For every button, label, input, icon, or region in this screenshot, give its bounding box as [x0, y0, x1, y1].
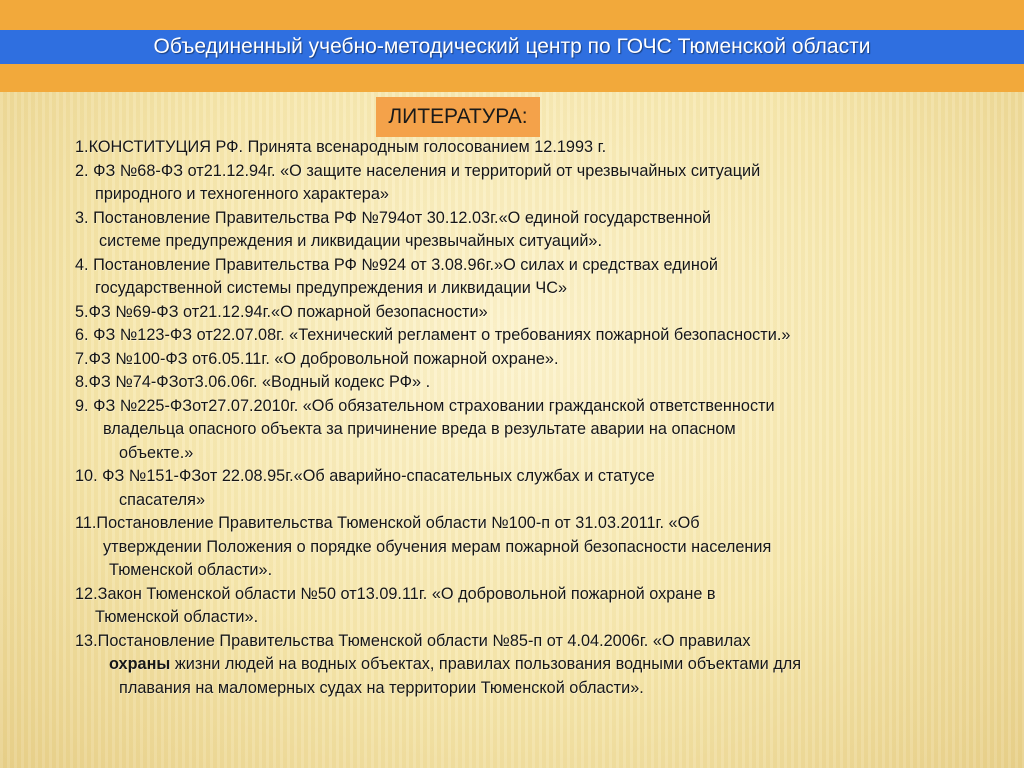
list-item-line: 4. Постановление Правительства РФ №924 от 3.08.96г.»О силах и средствах единой [75, 255, 718, 274]
list-item [75, 512, 975, 583]
list-item-line: 13.Постановление Правительства Тюменской области №85-п от 4.04.2006г. «О правилах [75, 631, 751, 650]
list-item [75, 136, 975, 160]
list-item [75, 371, 975, 395]
list-item-line-rest: жизни людей на водных объектах, правилах пользования водными объектами для [170, 655, 802, 673]
list-item-line: 9. ФЗ №225-ФЗот27.07.2010г. «Об обязательном страховании гражданской ответственности [75, 396, 775, 415]
list-item [75, 630, 975, 701]
list-item-line: плавания на маломерных судах на территории Тюменской области». [119, 678, 644, 697]
list-item-line [75, 653, 975, 677]
list-item [75, 207, 975, 254]
reference-list [75, 136, 975, 700]
list-item-line: 2. ФЗ №68-ФЗ от21.12.94г. «О защите населения и территорий от чрезвычайных ситуаций [75, 161, 761, 180]
list-item-line: 8.ФЗ №74-ФЗот3.06.06г. «Водный кодекс РФ» . [75, 373, 431, 391]
list-item-line: владельца опасного объекта за причинение вреда в результате аварии на опасном [103, 420, 736, 438]
list-item-line: спасателя» [119, 490, 206, 509]
list-item [75, 348, 975, 372]
list-item-line: 7.ФЗ №100-ФЗ от6.05.11г. «О добровольной пожарной охране». [75, 349, 559, 368]
list-item-line: 1.КОНСТИТУЦИЯ РФ. Принята всенародным голосованием 12.1993 г. [75, 138, 607, 156]
list-item-line: системе предупреждения и ликвидации чрезвычайных ситуаций». [99, 232, 602, 250]
list-item-line: природного и техногенного характера» [95, 185, 389, 203]
list-item-line: 5.ФЗ №69-ФЗ от21.12.94г.«О пожарной безопасности» [75, 302, 488, 321]
bold-word: охраны [109, 655, 171, 673]
list-item-line: Тюменской области». [95, 608, 259, 626]
list-item-line: утверждении Положения о порядке обучения мерам пожарной безопасности населения [103, 537, 772, 556]
list-item [75, 395, 975, 466]
list-item [75, 160, 975, 207]
list-item [75, 324, 975, 348]
list-item [75, 583, 975, 630]
list-item-line: 6. ФЗ №123-ФЗ от22.07.08г. «Технический регламент о требованиях пожарной безопасности.» [75, 326, 791, 344]
list-item [75, 301, 975, 325]
list-item-line: 3. Постановление Правительства РФ №794от 30.12.03г.«О единой государственной [75, 208, 712, 227]
list-item-line: объекте.» [119, 443, 194, 462]
list-item [75, 465, 975, 512]
list-item-line: 11.Постановление Правительства Тюменской области №100-п от 31.03.2011г. «Об [75, 514, 700, 532]
list-item [75, 254, 975, 301]
page-title: Объединенный учебно-методический центр по ГОЧС Тюменской области [153, 35, 871, 58]
section-label: ЛИТЕРАТУРА: [376, 97, 540, 137]
list-item-line: Тюменской области». [109, 561, 273, 579]
list-item-line: 10. ФЗ №151-ФЗот 22.08.95г.«Об аварийно-спасательных службах и статусе [75, 467, 655, 485]
list-item-line: 12.Закон Тюменской области №50 от13.09.11г. «О добровольной пожарной охране в [75, 584, 716, 603]
list-item-line: государственной системы предупреждения и ликвидации ЧС» [95, 279, 568, 297]
